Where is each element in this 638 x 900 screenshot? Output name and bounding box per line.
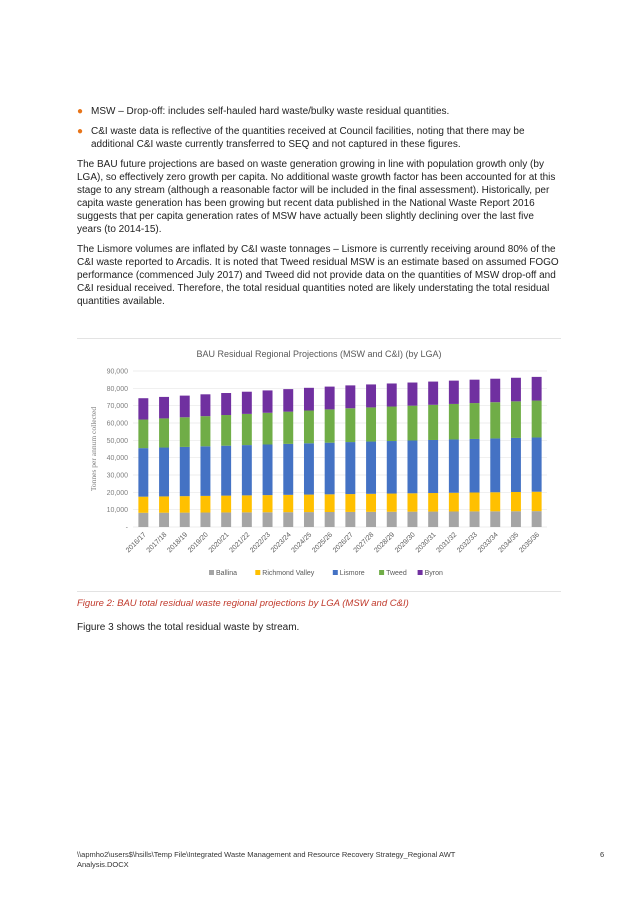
- bar-segment-ballina: [511, 511, 521, 527]
- legend-label: Tweed: [386, 570, 407, 577]
- body-text: [77, 105, 561, 315]
- y-tick-label: 10,000: [106, 507, 128, 515]
- paragraph: Figure 3 shows the total residual waste by stream.: [77, 622, 300, 633]
- bar-segment-ballina: [428, 512, 438, 527]
- bar-segment-lismore: [263, 444, 273, 495]
- bar-segment-byron: [180, 396, 190, 418]
- x-tick-label: 2023/24: [269, 531, 293, 555]
- bar-segment-richmond-valley: [304, 495, 314, 513]
- bar-segment-lismore: [138, 448, 148, 497]
- bar-segment-byron: [366, 384, 376, 407]
- bar-segment-ballina: [532, 511, 542, 527]
- bar-segment-lismore: [366, 442, 376, 494]
- chart: [77, 338, 561, 592]
- bar-segment-tweed: [138, 420, 148, 449]
- bar-segment-richmond-valley: [180, 496, 190, 512]
- bar-segment-ballina: [283, 512, 293, 527]
- bullet-item: ● C&I waste data is reflective of the quantities received at Council facilities, noting that there may be additional C&I waste currently transferred to SEQ and not captured in these figures.: [77, 126, 525, 150]
- legend-swatch: [333, 570, 338, 575]
- bullet-icon: ●: [77, 106, 84, 117]
- paragraph: The BAU future projections are based on waste generation growing in line with population growth only (by LGA), so effectively zero growth per capita. No additional waste growth factor has been accounted for at this stage to any stream (although a reasonable factor will be included in the final assessment). Historically, per capita waste generation has been growing but recent data published in the National Waste Report 2016 suggests that per capita generation rates of MSW have actually been slightly declining over the last five years (to 2014-15).: [77, 159, 556, 235]
- bar-segment-ballina: [325, 512, 335, 527]
- bar-segment-richmond-valley: [242, 495, 252, 512]
- bar-segment-ballina: [366, 512, 376, 527]
- x-tick-label: 2033/34: [476, 531, 500, 555]
- bar-segment-byron: [138, 398, 148, 419]
- bar-segment-byron: [200, 394, 210, 416]
- legend-swatch: [255, 570, 260, 575]
- x-tick-label: 2034/35: [497, 531, 521, 555]
- x-tick-label: 2016/17: [124, 531, 148, 555]
- y-tick-label: 30,000: [106, 472, 128, 480]
- bar-segment-lismore: [180, 447, 190, 496]
- bar-segment-lismore: [449, 439, 459, 492]
- x-tick-label: 2020/21: [207, 531, 231, 555]
- bar-segment-tweed: [511, 401, 521, 438]
- figure-caption: Figure 2: BAU total residual waste regional projections by LGA (MSW and C&I): [77, 598, 409, 609]
- legend-swatch: [209, 570, 214, 575]
- x-tick-label: 2024/25: [290, 531, 314, 555]
- bar-segment-byron: [490, 379, 500, 402]
- bar-segment-lismore: [159, 448, 169, 497]
- footer-path: \\apmho2\users$\hsills\Temp File\Integrated Waste Management and Resource Recovery Strategy_Regional AWT Analysis.DOCX: [77, 850, 456, 869]
- bar-segment-byron: [325, 387, 335, 410]
- bar-segment-tweed: [428, 405, 438, 440]
- bar-segment-richmond-valley: [470, 493, 480, 512]
- bar-segment-richmond-valley: [366, 494, 376, 512]
- x-tick-label: 2022/23: [249, 531, 272, 555]
- x-tick-label: 2021/22: [228, 531, 252, 555]
- bar-segment-ballina: [138, 513, 148, 527]
- bar-segment-ballina: [345, 512, 355, 527]
- bar-segment-byron: [470, 380, 480, 403]
- bar-segment-tweed: [345, 408, 355, 442]
- bar-segment-richmond-valley: [263, 495, 273, 512]
- bar-segment-richmond-valley: [407, 493, 417, 511]
- y-tick-label: 60,000: [106, 420, 128, 428]
- x-tick-label: 2019/20: [187, 531, 210, 555]
- bar-segment-lismore: [221, 446, 231, 496]
- x-tick-label: 2025/26: [311, 531, 335, 555]
- bar-segment-richmond-valley: [532, 492, 542, 511]
- bar-segment-ballina: [490, 511, 500, 527]
- bar-segment-ballina: [387, 512, 397, 527]
- bar-segment-ballina: [159, 513, 169, 527]
- bar-segment-lismore: [242, 445, 252, 495]
- bar-segment-byron: [242, 392, 252, 414]
- bar-segment-byron: [449, 381, 459, 404]
- bar-segment-tweed: [366, 407, 376, 441]
- bar-segment-byron: [283, 389, 293, 412]
- bar-segment-byron: [304, 388, 314, 411]
- page-number: 6: [600, 850, 605, 859]
- y-tick-label: 80,000: [106, 385, 128, 393]
- bar-segment-lismore: [387, 441, 397, 494]
- x-tick-label: 2028/29: [373, 531, 397, 555]
- bar-segment-byron: [159, 397, 169, 418]
- bar-segment-byron: [428, 382, 438, 405]
- bar-segment-richmond-valley: [387, 494, 397, 512]
- bar-segment-byron: [345, 385, 355, 408]
- bar-segment-lismore: [200, 446, 210, 496]
- bar-segment-byron: [511, 378, 521, 402]
- bar-segment-richmond-valley: [511, 492, 521, 511]
- bar-segment-ballina: [200, 513, 210, 527]
- bar-segment-ballina: [407, 512, 417, 527]
- bar-segment-lismore: [511, 438, 521, 492]
- bar-segment-lismore: [532, 437, 542, 491]
- bar-segment-ballina: [221, 512, 231, 527]
- bar-segment-lismore: [407, 441, 417, 494]
- bar-segment-tweed: [449, 404, 459, 440]
- y-axis-label: Tonnes per annum collected: [89, 406, 98, 492]
- bar-segment-ballina: [180, 513, 190, 527]
- legend-swatch: [418, 570, 423, 575]
- paragraph: The Lismore volumes are inflated by C&I waste tonnages – Lismore is currently receiving around 80% of the C&I waste reported to Arcadis. It is noted that Tweed residual MSW is an estimate based on assumed FOGO performance (commenced July 2017) and Tweed did not provide data on the quantities of MSW drop-off and C&I residual received. Therefore, the total residual quantities noted are likely understating the total residual quantities available.: [77, 244, 559, 307]
- legend-swatch: [379, 570, 384, 575]
- bar-segment-tweed: [407, 406, 417, 441]
- bar-segment-tweed: [242, 414, 252, 445]
- bar-segment-richmond-valley: [221, 496, 231, 513]
- bar-segment-byron: [387, 383, 397, 406]
- bar-segment-tweed: [470, 403, 480, 439]
- y-tick-label: 20,000: [106, 489, 128, 497]
- legend-label: Lismore: [339, 570, 365, 577]
- bar-segment-richmond-valley: [138, 497, 148, 513]
- bar-segment-tweed: [304, 411, 314, 444]
- bar-segment-ballina: [470, 511, 480, 527]
- bar-segment-tweed: [263, 413, 273, 445]
- legend-label: Richmond Valley: [262, 570, 315, 577]
- bar-segment-lismore: [345, 442, 355, 494]
- bar-segment-tweed: [283, 412, 293, 444]
- chart-svg: [77, 339, 561, 591]
- bar-segment-tweed: [532, 401, 542, 438]
- bar-segment-lismore: [304, 443, 314, 494]
- x-tick-label: 2026/27: [331, 531, 355, 555]
- bar-segment-tweed: [221, 415, 231, 446]
- bar-segment-richmond-valley: [325, 494, 335, 512]
- x-tick-label: 2031/32: [435, 531, 459, 555]
- x-tick-label: 2018/19: [166, 531, 190, 555]
- bar-segment-richmond-valley: [449, 493, 459, 512]
- bar-segment-richmond-valley: [490, 492, 500, 511]
- x-tick-label: 2017/18: [145, 531, 169, 555]
- bar-segment-tweed: [200, 416, 210, 446]
- x-tick-label: 2032/33: [456, 531, 479, 555]
- legend-label: Ballina: [216, 570, 238, 577]
- bar-segment-richmond-valley: [200, 496, 210, 513]
- bar-segment-lismore: [325, 443, 335, 495]
- x-tick-label: 2027/28: [352, 531, 376, 555]
- bar-segment-byron: [221, 393, 231, 415]
- chart-title: BAU Residual Regional Projections (MSW and C&I) (by LGA): [196, 349, 442, 359]
- x-tick-label: 2035/36: [518, 531, 542, 555]
- bullet-icon: ●: [77, 126, 84, 137]
- x-tick-label: 2030/31: [414, 531, 438, 555]
- bar-segment-lismore: [283, 444, 293, 495]
- legend-label: Byron: [424, 570, 443, 577]
- y-tick-label: 40,000: [106, 455, 128, 463]
- bar-segment-ballina: [449, 511, 459, 527]
- bullet-item: ● MSW – Drop-off: includes self-hauled hard waste/bulky waste residual quantities.: [77, 106, 450, 117]
- bar-segment-ballina: [263, 512, 273, 527]
- y-tick-label: 90,000: [106, 368, 128, 376]
- bar-segment-tweed: [180, 417, 190, 447]
- bar-segment-tweed: [325, 409, 335, 442]
- y-tick-label: -: [125, 524, 128, 532]
- x-tick-label: 2029/30: [394, 531, 417, 555]
- bar-segment-richmond-valley: [428, 493, 438, 512]
- bar-segment-richmond-valley: [159, 496, 169, 512]
- bar-segment-ballina: [304, 512, 314, 527]
- bar-segment-lismore: [490, 438, 500, 492]
- bar-segment-lismore: [470, 439, 480, 493]
- bar-segment-lismore: [428, 440, 438, 493]
- bar-segment-tweed: [159, 418, 169, 447]
- bar-segment-byron: [532, 377, 542, 401]
- bar-segment-byron: [407, 383, 417, 406]
- bar-segment-ballina: [242, 512, 252, 527]
- bar-segment-byron: [263, 390, 273, 412]
- bar-segment-richmond-valley: [345, 494, 355, 512]
- bullet-list: [77, 105, 561, 151]
- y-tick-label: 70,000: [106, 403, 128, 411]
- bar-segment-tweed: [387, 407, 397, 441]
- bar-segment-richmond-valley: [283, 495, 293, 512]
- bar-segment-tweed: [490, 402, 500, 438]
- y-tick-label: 50,000: [106, 437, 128, 445]
